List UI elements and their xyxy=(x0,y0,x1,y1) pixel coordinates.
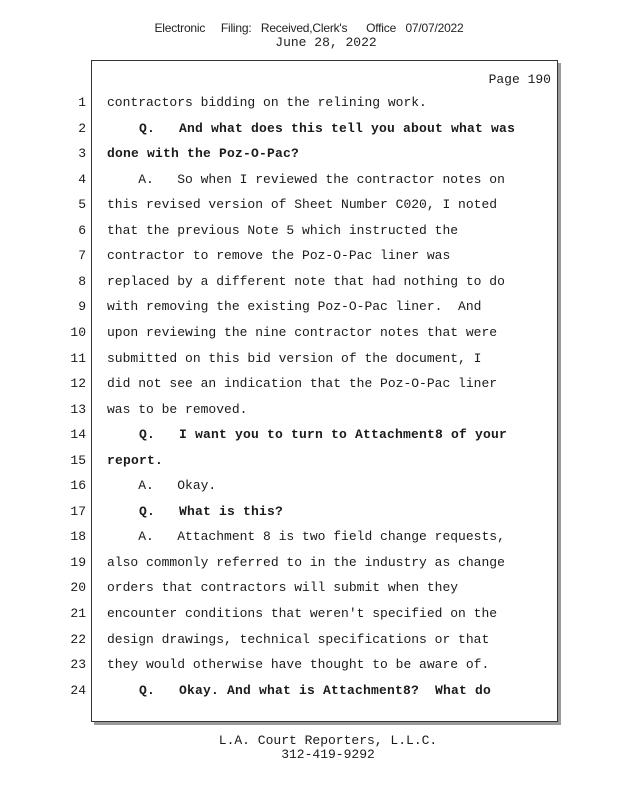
answer-line: submitted on this bid version of the document, I xyxy=(107,351,482,366)
answer-line: design drawings, technical specifications or that xyxy=(107,632,490,647)
filing-stamp: Electronic Filing: Received,Clerk's Office 07/07/2022 xyxy=(154,21,464,35)
line-number: 22 xyxy=(70,632,86,647)
deposition-date: June 28, 2022 xyxy=(275,35,377,50)
question-line: report. xyxy=(107,453,164,468)
line-number: 2 xyxy=(78,121,86,136)
line-number: 4 xyxy=(78,172,86,187)
answer-line: also commonly referred to in the industry as change xyxy=(107,555,505,570)
court-reporter-name: L.A. Court Reporters, L.L.C. xyxy=(218,733,438,748)
line-number: 21 xyxy=(70,606,86,621)
question-line: Q. I want you to turn to Attachment8 of your xyxy=(107,427,508,442)
line-number: 9 xyxy=(78,299,86,314)
question-line: Q. Okay. And what is Attachment8? What do xyxy=(107,683,492,698)
court-reporter-phone: 312-419-9292 xyxy=(281,747,375,762)
answer-line: with removing the existing Poz-O-Pac liner. And xyxy=(107,299,482,314)
line-number: 12 xyxy=(70,376,86,391)
line-number: 15 xyxy=(70,453,86,468)
line-number: 7 xyxy=(78,248,86,263)
line-number: 1 xyxy=(78,95,86,110)
line-number: 14 xyxy=(70,427,86,442)
line-number: 20 xyxy=(70,580,86,595)
line-number: 13 xyxy=(70,402,86,417)
answer-line: contractor to remove the Poz-O-Pac liner was xyxy=(107,248,451,263)
answer-line: that the previous Note 5 which instructed the xyxy=(107,223,459,238)
question-line: Q. What is this? xyxy=(107,504,284,519)
line-number: 16 xyxy=(70,478,86,493)
answer-line: upon reviewing the nine contractor notes that were xyxy=(107,325,498,340)
page-number: Page 190 xyxy=(488,72,551,87)
answer-line: replaced by a different note that had nothing to do xyxy=(107,274,505,289)
line-number: 18 xyxy=(70,529,86,544)
line-number: 3 xyxy=(78,146,86,161)
line-number: 24 xyxy=(70,683,86,698)
question-line: done with the Poz-O-Pac? xyxy=(107,146,300,161)
answer-line: orders that contractors will submit when they xyxy=(107,580,459,595)
line-number: 6 xyxy=(78,223,86,238)
line-number: 19 xyxy=(70,555,86,570)
answer-line: A. Okay. xyxy=(107,478,217,493)
answer-line: encounter conditions that weren't specified on the xyxy=(107,606,498,621)
answer-line: was to be removed. xyxy=(107,402,248,417)
answer-line: A. Attachment 8 is two field change requests, xyxy=(107,529,505,544)
answer-line: this revised version of Sheet Number C020, I noted xyxy=(107,197,498,212)
answer-line: did not see an indication that the Poz-O-Pac liner xyxy=(107,376,498,391)
line-number: 5 xyxy=(78,197,86,212)
line-number: 17 xyxy=(70,504,86,519)
line-number: 23 xyxy=(70,657,86,672)
line-number: 11 xyxy=(70,351,86,366)
line-number: 10 xyxy=(70,325,86,340)
question-line: Q. And what does this tell you about what was xyxy=(107,121,516,136)
line-number: 8 xyxy=(78,274,86,289)
answer-line: A. So when I reviewed the contractor notes on xyxy=(107,172,505,187)
answer-line: they would otherwise have thought to be aware of. xyxy=(107,657,490,672)
answer-line: contractors bidding on the relining work. xyxy=(107,95,427,110)
